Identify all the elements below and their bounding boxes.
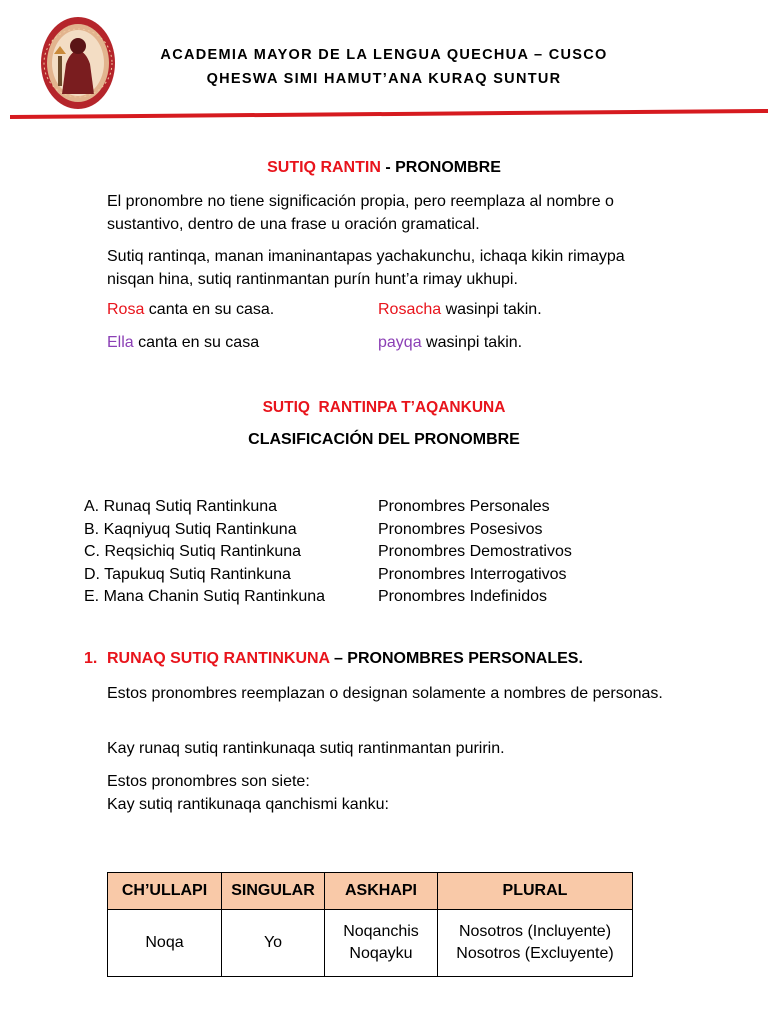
academy-seal-logo <box>40 16 116 110</box>
classification-title-spanish: CLASIFICACIÓN DEL PRONOMBRE <box>248 431 520 448</box>
column-header: PLURAL <box>438 873 633 910</box>
example-noun: Rosacha <box>378 301 442 318</box>
count-line-quechua: Kay sutiq rantikunaqa qanchismi kanku: <box>107 796 389 813</box>
section-paragraph-count <box>107 770 667 816</box>
title-quechua: SUTIQ RANTIN <box>267 159 381 176</box>
section-paragraph-quechua: Kay runaq sutiq rantinkunaqa sutiq rantinmantan puririn. <box>107 740 505 757</box>
header-divider <box>10 106 768 116</box>
list-item-spanish: Pronombres Personales <box>378 498 550 515</box>
list-item-quechua: A. Runaq Sutiq Rantinkuna <box>84 498 278 515</box>
section-heading-personal-pronouns <box>84 650 583 668</box>
example-rest: wasinpi takin. <box>441 301 542 318</box>
column-header: ASKHAPI <box>325 873 438 910</box>
section-title-spanish: – PRONOMBRES PERSONALES. <box>329 650 583 667</box>
page-title <box>0 159 768 177</box>
list-item <box>84 541 704 564</box>
column-header: SINGULAR <box>222 873 325 910</box>
list-item-spanish: Pronombres Posesivos <box>378 520 543 538</box>
example-spanish-2 <box>107 334 259 352</box>
title-spanish: PRONOMBRE <box>395 159 501 176</box>
table-cell: Noqa <box>108 910 222 977</box>
classification-list <box>84 496 704 609</box>
list-item-quechua: B. Kaqniyuq Sutiq Rantinkuna <box>84 520 297 538</box>
list-item-quechua: D. Tapukuq Sutiq Rantinkuna <box>84 565 291 583</box>
example-rest: canta en su casa <box>133 334 260 351</box>
header-academy-name-quechua: QHESWA SIMI HAMUT’ANA KURAQ SUNTUR <box>206 71 562 87</box>
list-item <box>84 586 704 609</box>
list-item <box>84 496 704 519</box>
list-item-spanish: Pronombres Demostrativos <box>378 543 572 561</box>
intro-paragraph-quechua: Sutiq rantinqa, manan imaninantapas yachakunchu, ichaqa kikin rimaypa nisqan hina, sutiq rantinmantan purín hunt’a rimay ukhupi. <box>107 248 625 288</box>
table-row <box>108 910 633 977</box>
example-quechua-1 <box>378 301 542 319</box>
list-item-spanish: Pronombres Interrogativos <box>378 565 567 583</box>
personal-pronouns-table <box>107 872 633 977</box>
header-academy-name: ACADEMIA MAYOR DE LA LENGUA QUECHUA – CUSCO <box>160 47 608 63</box>
title-separator: - <box>380 159 396 176</box>
column-header: CH’ULLAPI <box>108 873 222 910</box>
table-header-row <box>108 873 633 910</box>
count-line-spanish: Estos pronombres son siete: <box>107 773 310 790</box>
table-cell: Nosotros (Incluyente) Nosotros (Excluyente) <box>438 910 633 977</box>
table-cell: Yo <box>222 910 325 977</box>
example-rest: canta en su casa. <box>144 301 275 318</box>
example-noun: Rosa <box>107 301 145 318</box>
list-item <box>84 564 704 587</box>
list-item-quechua: E. Mana Chanin Sutiq Rantinkuna <box>84 588 326 606</box>
example-pronoun: payqa <box>378 334 422 351</box>
classification-title-quechua: SUTIQ RANTINPA T’AQANKUNA <box>262 399 506 416</box>
section-title-quechua: RUNAQ SUTIQ RANTINKUNA <box>107 650 330 667</box>
example-quechua-2 <box>378 334 522 352</box>
example-spanish-1 <box>107 301 274 319</box>
list-item-quechua: C. Reqsichiq Sutiq Rantinkuna <box>84 543 302 561</box>
table-cell: Noqanchis Noqayku <box>325 910 438 977</box>
example-rest: wasinpi takin. <box>421 334 523 351</box>
section-paragraph-spanish: Estos pronombres reemplazan o designan solamente a nombres de personas. <box>107 685 663 702</box>
example-pronoun: Ella <box>107 334 134 351</box>
list-item-spanish: Pronombres Indefinidos <box>378 588 547 606</box>
section-number: 1. <box>84 650 98 667</box>
intro-paragraph-spanish: El pronombre no tiene significación propia, pero reemplaza al nombre o sustantivo, dentro de una frase u oración gramatical. <box>107 193 614 233</box>
list-item <box>84 519 704 542</box>
